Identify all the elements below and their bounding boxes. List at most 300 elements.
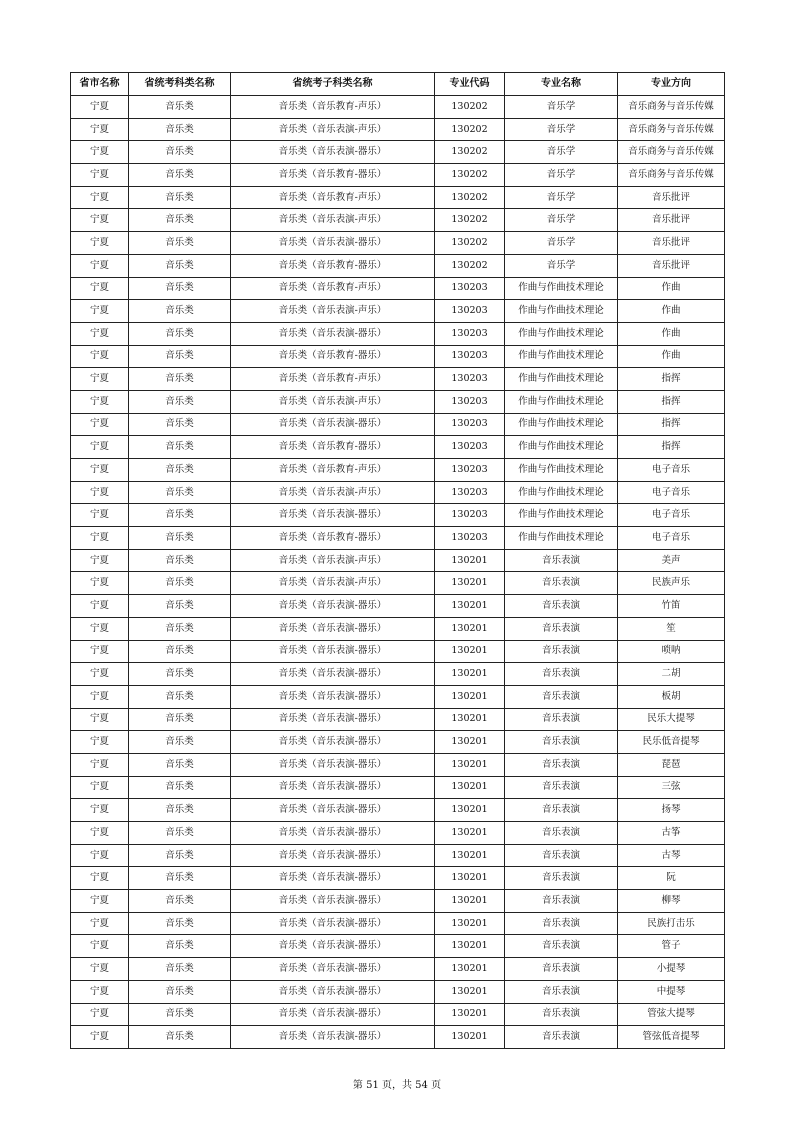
cell-category: 音乐类 <box>129 844 231 867</box>
cell-category: 音乐类 <box>129 549 231 572</box>
cell-major-name: 音乐表演 <box>505 595 618 618</box>
cell-major-direction: 阮 <box>618 867 725 890</box>
header-major-code: 专业代码 <box>435 73 505 96</box>
cell-subcategory: 音乐类（音乐教育-器乐） <box>231 164 435 187</box>
cell-subcategory: 音乐类（音乐教育-声乐） <box>231 459 435 482</box>
cell-province: 宁夏 <box>71 527 129 550</box>
cell-major-name: 作曲与作曲技术理论 <box>505 459 618 482</box>
cell-major-code: 130201 <box>435 663 505 686</box>
cell-major-name: 音乐学 <box>505 164 618 187</box>
cell-major-name: 作曲与作曲技术理论 <box>505 300 618 323</box>
cell-major-name: 音乐表演 <box>505 708 618 731</box>
cell-subcategory: 音乐类（音乐表演-声乐） <box>231 481 435 504</box>
cell-subcategory: 音乐类（音乐教育-声乐） <box>231 186 435 209</box>
cell-major-direction: 音乐批评 <box>618 254 725 277</box>
cell-major-code: 130202 <box>435 141 505 164</box>
cell-province: 宁夏 <box>71 232 129 255</box>
cell-subcategory: 音乐类（音乐表演-器乐） <box>231 322 435 345</box>
cell-major-code: 130202 <box>435 186 505 209</box>
cell-major-direction: 音乐商务与音乐传媒 <box>618 164 725 187</box>
cell-category: 音乐类 <box>129 980 231 1003</box>
cell-major-code: 130201 <box>435 549 505 572</box>
header-province: 省市名称 <box>71 73 129 96</box>
cell-major-direction: 竹笛 <box>618 595 725 618</box>
cell-major-name: 音乐表演 <box>505 799 618 822</box>
cell-major-direction: 柳琴 <box>618 890 725 913</box>
cell-subcategory: 音乐类（音乐表演-器乐） <box>231 935 435 958</box>
header-subcategory: 省统考子科类名称 <box>231 73 435 96</box>
cell-category: 音乐类 <box>129 753 231 776</box>
cell-province: 宁夏 <box>71 753 129 776</box>
cell-province: 宁夏 <box>71 935 129 958</box>
cell-major-name: 音乐表演 <box>505 822 618 845</box>
cell-major-name: 音乐表演 <box>505 640 618 663</box>
cell-subcategory: 音乐类（音乐教育-声乐） <box>231 277 435 300</box>
cell-major-code: 130203 <box>435 345 505 368</box>
cell-province: 宁夏 <box>71 368 129 391</box>
cell-subcategory: 音乐类（音乐表演-声乐） <box>231 572 435 595</box>
cell-major-name: 音乐学 <box>505 96 618 119</box>
table-row <box>71 322 725 345</box>
cell-category: 音乐类 <box>129 413 231 436</box>
page-number-footer: 第 51 页，共 54 页 <box>352 1080 442 1091</box>
cell-major-direction: 指挥 <box>618 390 725 413</box>
cell-category: 音乐类 <box>129 595 231 618</box>
header-major-direction: 专业方向 <box>618 73 725 96</box>
cell-province: 宁夏 <box>71 413 129 436</box>
cell-province: 宁夏 <box>71 958 129 981</box>
table-row <box>71 504 725 527</box>
cell-province: 宁夏 <box>71 844 129 867</box>
cell-province: 宁夏 <box>71 209 129 232</box>
cell-major-code: 130201 <box>435 708 505 731</box>
header-major-name: 专业名称 <box>505 73 618 96</box>
cell-category: 音乐类 <box>129 232 231 255</box>
cell-province: 宁夏 <box>71 164 129 187</box>
cell-subcategory: 音乐类（音乐表演-器乐） <box>231 867 435 890</box>
cell-major-code: 130202 <box>435 209 505 232</box>
cell-major-name: 作曲与作曲技术理论 <box>505 413 618 436</box>
cell-category: 音乐类 <box>129 640 231 663</box>
cell-major-name: 作曲与作曲技术理论 <box>505 368 618 391</box>
cell-major-code: 130201 <box>435 844 505 867</box>
cell-subcategory: 音乐类（音乐表演-声乐） <box>231 118 435 141</box>
table-row <box>71 390 725 413</box>
cell-major-direction: 板胡 <box>618 685 725 708</box>
cell-category: 音乐类 <box>129 186 231 209</box>
cell-major-direction: 指挥 <box>618 436 725 459</box>
cell-category: 音乐类 <box>129 390 231 413</box>
cell-category: 音乐类 <box>129 731 231 754</box>
cell-subcategory: 音乐类（音乐表演-器乐） <box>231 232 435 255</box>
cell-subcategory: 音乐类（音乐表演-器乐） <box>231 663 435 686</box>
cell-subcategory: 音乐类（音乐表演-声乐） <box>231 300 435 323</box>
cell-province: 宁夏 <box>71 390 129 413</box>
cell-major-code: 130201 <box>435 935 505 958</box>
cell-major-code: 130201 <box>435 958 505 981</box>
table-row <box>71 980 725 1003</box>
cell-subcategory: 音乐类（音乐表演-器乐） <box>231 844 435 867</box>
cell-category: 音乐类 <box>129 322 231 345</box>
cell-subcategory: 音乐类（音乐教育-声乐） <box>231 368 435 391</box>
cell-major-direction: 音乐商务与音乐传媒 <box>618 118 725 141</box>
cell-major-code: 130201 <box>435 912 505 935</box>
cell-major-direction: 美声 <box>618 549 725 572</box>
table-row <box>71 799 725 822</box>
cell-subcategory: 音乐类（音乐表演-器乐） <box>231 890 435 913</box>
table-row <box>71 640 725 663</box>
cell-major-name: 作曲与作曲技术理论 <box>505 390 618 413</box>
cell-category: 音乐类 <box>129 300 231 323</box>
table-row <box>71 459 725 482</box>
cell-province: 宁夏 <box>71 436 129 459</box>
header-row <box>71 73 725 96</box>
table-row <box>71 1003 725 1026</box>
cell-major-name: 音乐表演 <box>505 958 618 981</box>
cell-subcategory: 音乐类（音乐表演-声乐） <box>231 549 435 572</box>
table-row <box>71 685 725 708</box>
cell-province: 宁夏 <box>71 141 129 164</box>
cell-major-direction: 民乐大提琴 <box>618 708 725 731</box>
cell-major-code: 130202 <box>435 232 505 255</box>
cell-major-name: 音乐学 <box>505 232 618 255</box>
cell-category: 音乐类 <box>129 345 231 368</box>
cell-major-direction: 三弦 <box>618 776 725 799</box>
cell-major-name: 音乐表演 <box>505 549 618 572</box>
cell-category: 音乐类 <box>129 277 231 300</box>
cell-major-name: 音乐学 <box>505 141 618 164</box>
table-row <box>71 141 725 164</box>
cell-major-direction: 音乐批评 <box>618 186 725 209</box>
cell-major-name: 音乐表演 <box>505 1003 618 1026</box>
cell-major-code: 130202 <box>435 118 505 141</box>
cell-category: 音乐类 <box>129 822 231 845</box>
cell-major-direction: 古琴 <box>618 844 725 867</box>
cell-province: 宁夏 <box>71 708 129 731</box>
cell-major-name: 作曲与作曲技术理论 <box>505 322 618 345</box>
cell-major-direction: 作曲 <box>618 277 725 300</box>
cell-major-direction: 民族声乐 <box>618 572 725 595</box>
cell-subcategory: 音乐类（音乐表演-器乐） <box>231 799 435 822</box>
cell-major-code: 130201 <box>435 890 505 913</box>
cell-major-direction: 二胡 <box>618 663 725 686</box>
cell-category: 音乐类 <box>129 209 231 232</box>
cell-province: 宁夏 <box>71 322 129 345</box>
cell-major-code: 130201 <box>435 1003 505 1026</box>
table-row <box>71 890 725 913</box>
table-row <box>71 595 725 618</box>
cell-category: 音乐类 <box>129 958 231 981</box>
cell-subcategory: 音乐类（音乐表演-器乐） <box>231 822 435 845</box>
table-row <box>71 912 725 935</box>
cell-category: 音乐类 <box>129 572 231 595</box>
cell-major-name: 音乐表演 <box>505 935 618 958</box>
cell-major-name: 音乐表演 <box>505 1026 618 1049</box>
cell-major-name: 音乐学 <box>505 186 618 209</box>
table-row <box>71 958 725 981</box>
cell-province: 宁夏 <box>71 890 129 913</box>
cell-category: 音乐类 <box>129 1026 231 1049</box>
cell-major-code: 130201 <box>435 617 505 640</box>
cell-province: 宁夏 <box>71 663 129 686</box>
cell-major-code: 130203 <box>435 300 505 323</box>
cell-subcategory: 音乐类（音乐表演-器乐） <box>231 958 435 981</box>
cell-major-direction: 小提琴 <box>618 958 725 981</box>
table-row <box>71 254 725 277</box>
cell-major-direction: 古筝 <box>618 822 725 845</box>
table-row <box>71 232 725 255</box>
cell-major-code: 130202 <box>435 254 505 277</box>
cell-province: 宁夏 <box>71 822 129 845</box>
cell-province: 宁夏 <box>71 617 129 640</box>
table-header <box>71 73 725 96</box>
cell-major-direction: 音乐商务与音乐传媒 <box>618 141 725 164</box>
cell-category: 音乐类 <box>129 663 231 686</box>
table-row <box>71 527 725 550</box>
cell-subcategory: 音乐类（音乐表演-器乐） <box>231 1003 435 1026</box>
cell-category: 音乐类 <box>129 527 231 550</box>
cell-major-code: 130201 <box>435 640 505 663</box>
cell-major-name: 作曲与作曲技术理论 <box>505 436 618 459</box>
cell-category: 音乐类 <box>129 1003 231 1026</box>
table-row <box>71 413 725 436</box>
cell-subcategory: 音乐类（音乐表演-器乐） <box>231 1026 435 1049</box>
cell-major-direction: 笙 <box>618 617 725 640</box>
cell-province: 宁夏 <box>71 186 129 209</box>
cell-province: 宁夏 <box>71 277 129 300</box>
table-row <box>71 731 725 754</box>
cell-major-code: 130203 <box>435 527 505 550</box>
cell-province: 宁夏 <box>71 345 129 368</box>
cell-province: 宁夏 <box>71 1026 129 1049</box>
table-row <box>71 708 725 731</box>
table-row <box>71 935 725 958</box>
cell-major-direction: 电子音乐 <box>618 504 725 527</box>
cell-major-direction: 民乐低音提琴 <box>618 731 725 754</box>
table-row <box>71 96 725 119</box>
cell-major-code: 130202 <box>435 96 505 119</box>
cell-category: 音乐类 <box>129 504 231 527</box>
cell-subcategory: 音乐类（音乐教育-器乐） <box>231 254 435 277</box>
cell-major-code: 130203 <box>435 390 505 413</box>
cell-major-direction: 管子 <box>618 935 725 958</box>
cell-major-code: 130203 <box>435 436 505 459</box>
cell-major-direction: 管弦低音提琴 <box>618 1026 725 1049</box>
data-table <box>70 72 725 1049</box>
cell-province: 宁夏 <box>71 504 129 527</box>
table-row <box>71 118 725 141</box>
cell-subcategory: 音乐类（音乐表演-器乐） <box>231 776 435 799</box>
cell-major-name: 音乐表演 <box>505 617 618 640</box>
cell-major-code: 130203 <box>435 413 505 436</box>
cell-province: 宁夏 <box>71 731 129 754</box>
cell-province: 宁夏 <box>71 572 129 595</box>
cell-major-code: 130201 <box>435 685 505 708</box>
table-row <box>71 776 725 799</box>
table-row <box>71 617 725 640</box>
table-row <box>71 1026 725 1049</box>
cell-subcategory: 音乐类（音乐表演-器乐） <box>231 708 435 731</box>
cell-major-name: 作曲与作曲技术理论 <box>505 345 618 368</box>
cell-major-name: 作曲与作曲技术理论 <box>505 504 618 527</box>
table-row <box>71 822 725 845</box>
table-row <box>71 209 725 232</box>
cell-major-name: 音乐学 <box>505 254 618 277</box>
cell-major-code: 130203 <box>435 322 505 345</box>
cell-major-code: 130201 <box>435 980 505 1003</box>
cell-major-name: 音乐表演 <box>505 776 618 799</box>
cell-major-code: 130203 <box>435 368 505 391</box>
cell-subcategory: 音乐类（音乐表演-器乐） <box>231 731 435 754</box>
cell-province: 宁夏 <box>71 776 129 799</box>
cell-major-name: 音乐表演 <box>505 685 618 708</box>
cell-category: 音乐类 <box>129 935 231 958</box>
header-category: 省统考科类名称 <box>129 73 231 96</box>
cell-major-code: 130201 <box>435 731 505 754</box>
cell-subcategory: 音乐类（音乐教育-器乐） <box>231 527 435 550</box>
cell-category: 音乐类 <box>129 890 231 913</box>
table-row <box>71 753 725 776</box>
cell-category: 音乐类 <box>129 368 231 391</box>
cell-major-direction: 作曲 <box>618 345 725 368</box>
cell-major-direction: 作曲 <box>618 300 725 323</box>
cell-major-code: 130201 <box>435 867 505 890</box>
cell-category: 音乐类 <box>129 685 231 708</box>
cell-major-code: 130203 <box>435 459 505 482</box>
table-row <box>71 186 725 209</box>
cell-subcategory: 音乐类（音乐表演-声乐） <box>231 390 435 413</box>
data-table-container <box>70 72 724 1049</box>
cell-category: 音乐类 <box>129 617 231 640</box>
cell-category: 音乐类 <box>129 481 231 504</box>
cell-subcategory: 音乐类（音乐教育-声乐） <box>231 96 435 119</box>
cell-category: 音乐类 <box>129 436 231 459</box>
cell-major-name: 音乐表演 <box>505 980 618 1003</box>
table-row <box>71 549 725 572</box>
cell-major-direction: 电子音乐 <box>618 527 725 550</box>
table-row <box>71 436 725 459</box>
cell-major-name: 音乐表演 <box>505 867 618 890</box>
cell-major-direction: 扬琴 <box>618 799 725 822</box>
cell-category: 音乐类 <box>129 459 231 482</box>
table-body <box>71 96 725 1049</box>
cell-subcategory: 音乐类（音乐表演-器乐） <box>231 685 435 708</box>
cell-province: 宁夏 <box>71 96 129 119</box>
table-row <box>71 481 725 504</box>
cell-category: 音乐类 <box>129 867 231 890</box>
table-row <box>71 164 725 187</box>
cell-category: 音乐类 <box>129 141 231 164</box>
table-row <box>71 368 725 391</box>
cell-subcategory: 音乐类（音乐表演-声乐） <box>231 209 435 232</box>
cell-major-code: 130203 <box>435 481 505 504</box>
cell-province: 宁夏 <box>71 980 129 1003</box>
cell-category: 音乐类 <box>129 912 231 935</box>
cell-major-code: 130202 <box>435 164 505 187</box>
cell-major-direction: 作曲 <box>618 322 725 345</box>
table-row <box>71 867 725 890</box>
cell-major-direction: 管弦大提琴 <box>618 1003 725 1026</box>
cell-province: 宁夏 <box>71 481 129 504</box>
cell-major-name: 作曲与作曲技术理论 <box>505 527 618 550</box>
cell-category: 音乐类 <box>129 118 231 141</box>
cell-major-direction: 唢呐 <box>618 640 725 663</box>
table-row <box>71 572 725 595</box>
cell-major-direction: 指挥 <box>618 413 725 436</box>
cell-major-direction: 音乐批评 <box>618 209 725 232</box>
cell-province: 宁夏 <box>71 595 129 618</box>
cell-major-name: 音乐表演 <box>505 844 618 867</box>
cell-subcategory: 音乐类（音乐表演-器乐） <box>231 753 435 776</box>
cell-province: 宁夏 <box>71 254 129 277</box>
cell-subcategory: 音乐类（音乐表演-器乐） <box>231 617 435 640</box>
cell-category: 音乐类 <box>129 776 231 799</box>
cell-category: 音乐类 <box>129 799 231 822</box>
cell-major-name: 音乐表演 <box>505 663 618 686</box>
cell-major-name: 音乐学 <box>505 209 618 232</box>
cell-major-direction: 民族打击乐 <box>618 912 725 935</box>
cell-major-direction: 琵琶 <box>618 753 725 776</box>
cell-major-name: 音乐表演 <box>505 572 618 595</box>
cell-subcategory: 音乐类（音乐表演-器乐） <box>231 980 435 1003</box>
table-row <box>71 277 725 300</box>
cell-major-code: 130201 <box>435 595 505 618</box>
cell-major-code: 130201 <box>435 822 505 845</box>
cell-major-code: 130203 <box>435 277 505 300</box>
cell-category: 音乐类 <box>129 254 231 277</box>
cell-major-code: 130201 <box>435 753 505 776</box>
cell-major-name: 作曲与作曲技术理论 <box>505 481 618 504</box>
cell-category: 音乐类 <box>129 164 231 187</box>
cell-major-direction: 中提琴 <box>618 980 725 1003</box>
cell-major-code: 130203 <box>435 504 505 527</box>
cell-province: 宁夏 <box>71 912 129 935</box>
cell-province: 宁夏 <box>71 118 129 141</box>
cell-major-name: 音乐表演 <box>505 912 618 935</box>
table-row <box>71 663 725 686</box>
cell-major-name: 作曲与作曲技术理论 <box>505 277 618 300</box>
cell-subcategory: 音乐类（音乐教育-器乐） <box>231 436 435 459</box>
cell-major-code: 130201 <box>435 799 505 822</box>
cell-category: 音乐类 <box>129 96 231 119</box>
table-row <box>71 300 725 323</box>
cell-major-code: 130201 <box>435 1026 505 1049</box>
cell-province: 宁夏 <box>71 300 129 323</box>
table-row <box>71 345 725 368</box>
cell-major-code: 130201 <box>435 572 505 595</box>
cell-major-direction: 电子音乐 <box>618 481 725 504</box>
cell-subcategory: 音乐类（音乐表演-器乐） <box>231 504 435 527</box>
cell-major-name: 音乐表演 <box>505 753 618 776</box>
cell-subcategory: 音乐类（音乐教育-器乐） <box>231 345 435 368</box>
cell-subcategory: 音乐类（音乐表演-器乐） <box>231 141 435 164</box>
cell-province: 宁夏 <box>71 640 129 663</box>
cell-major-code: 130201 <box>435 776 505 799</box>
cell-province: 宁夏 <box>71 799 129 822</box>
cell-subcategory: 音乐类（音乐表演-器乐） <box>231 912 435 935</box>
cell-major-direction: 指挥 <box>618 368 725 391</box>
cell-major-direction: 音乐批评 <box>618 232 725 255</box>
cell-province: 宁夏 <box>71 685 129 708</box>
cell-major-direction: 音乐商务与音乐传媒 <box>618 96 725 119</box>
cell-province: 宁夏 <box>71 459 129 482</box>
cell-category: 音乐类 <box>129 708 231 731</box>
cell-subcategory: 音乐类（音乐表演-器乐） <box>231 595 435 618</box>
cell-subcategory: 音乐类（音乐表演-器乐） <box>231 413 435 436</box>
cell-province: 宁夏 <box>71 549 129 572</box>
table-row <box>71 844 725 867</box>
cell-major-direction: 电子音乐 <box>618 459 725 482</box>
